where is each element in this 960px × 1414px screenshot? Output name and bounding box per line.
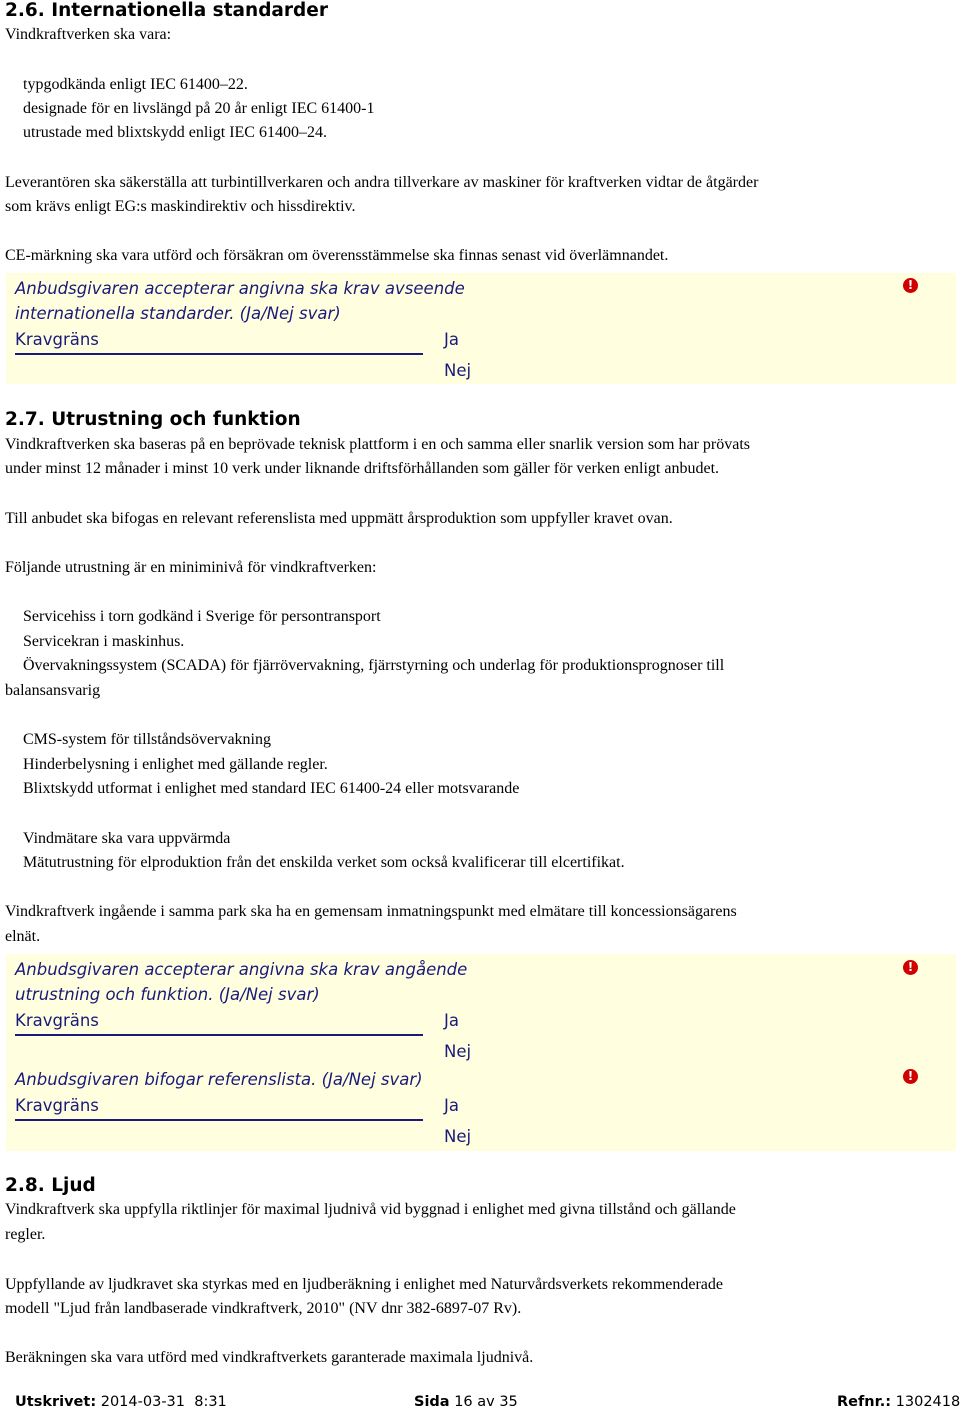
s27-list-item: Mätutrustning för elproduktion från det enskilda verket som också kvalificerar till elcertifikat. [23, 854, 625, 871]
question-text-line2: utrustning och funktion. (Ja/Nej svar) [15, 985, 320, 1004]
s26-list-item: utrustade med blixtskydd enligt IEC 61400–24. [23, 124, 327, 141]
exclamation-circle-icon: ! [903, 960, 918, 975]
footer-ref-label: Refnr.: [837, 1394, 892, 1410]
s28-para2-line2: modell "Ljud från landbaserade vindkraftverk, 2010" (NV dnr 382-6897-07 Rv). [5, 1300, 522, 1317]
footer-printed-label: Utskrivet: [15, 1394, 97, 1410]
s26-para1-line1: Leverantören ska säkerställa att turbintillverkaren och andra tillverkare av maskiner för kraftverken vidtar de åtgärder [5, 174, 759, 191]
question-text-line1: Anbudsgivaren bifogar referenslista. (Ja/Nej svar) [15, 1070, 423, 1089]
s26-intro: Vindkraftverken ska vara: [5, 26, 172, 43]
s27-para1-line1: Vindkraftverken ska baseras på en beprövade teknisk plattform i en och samma eller snarlik version som har prövats [5, 436, 751, 453]
question-text-line1: Anbudsgivaren accepterar angivna ska krav angående [15, 960, 468, 979]
answer-option-no[interactable]: Nej [444, 1042, 472, 1061]
s27-list-item: CMS-system för tillståndsövervakning [23, 731, 271, 748]
s27-list-item: Servicekran i maskinhus. [23, 633, 185, 650]
footer-page [414, 1394, 518, 1410]
kravgrans-line [15, 353, 423, 355]
kravgrans-line [15, 1119, 423, 1121]
s26-para2: CE-märkning ska vara utförd och försäkran om överensstämmelse ska finnas senast vid överlämnandet. [5, 247, 669, 264]
section-heading-2-7: 2.7. Utrustning och funktion [5, 409, 301, 430]
s28-para1-line1: Vindkraftverk ska uppfylla riktlinjer för maximal ljudnivå vid byggnad i enlighet med givna tillstånd och gällande [5, 1201, 736, 1218]
s27-para4-line1: Vindkraftverk ingående i samma park ska ha en gemensam inmatningspunkt med elmätare till koncessionsägarens [5, 903, 737, 920]
s28-para2-line1: Uppfyllande av ljudkravet ska styrkas med en ljudberäkning i enlighet med Naturvårdsverkets rekommenderade [5, 1276, 723, 1293]
kravgrans-line [15, 1034, 423, 1036]
question-text-line1: Anbudsgivaren accepterar angivna ska krav avseende [15, 279, 465, 298]
footer-ref-value: 1302418 [895, 1394, 960, 1410]
answer-option-yes[interactable]: Ja [444, 1011, 459, 1030]
s27-scada-line1: Övervakningssystem (SCADA) för fjärrövervakning, fjärrstyrning och underlag för produktionsprognoser till [23, 657, 725, 674]
s26-para1-line2: som krävs enligt EG:s maskindirektiv och hissdirektiv. [5, 198, 356, 215]
s26-list-item: designade för en livslängd på 20 år enligt IEC 61400-1 [23, 100, 375, 117]
footer-ref [837, 1394, 960, 1410]
s26-list-item: typgodkända enligt IEC 61400–22. [23, 76, 248, 93]
s27-para1-line2: under minst 12 månader i minst 10 verk under liknande driftsförhållanden som gäller för verken enligt anbudet. [5, 460, 720, 477]
exclamation-circle-icon: ! [903, 1069, 918, 1084]
s28-para1-line2: regler. [5, 1226, 46, 1243]
requirement-box-equipment [6, 954, 956, 1151]
s27-list-item: Servicehiss i torn godkänd i Sverige för persontransport [23, 608, 381, 625]
footer-page-label: Sida [414, 1394, 450, 1410]
s27-scada-line2: balansansvarig [5, 682, 101, 699]
exclamation-circle-icon: ! [903, 278, 918, 293]
s27-list-item: Vindmätare ska vara uppvärmda [23, 830, 231, 847]
kravgrans-label: Kravgräns [15, 1096, 99, 1115]
answer-option-no[interactable]: Nej [444, 361, 472, 380]
section-heading-2-6: 2.6. Internationella standarder [5, 0, 328, 21]
s28-para3: Beräkningen ska vara utförd med vindkraftverkets garanterade maximala ljudnivå. [5, 1349, 534, 1366]
answer-option-yes[interactable]: Ja [444, 1096, 459, 1115]
kravgrans-label: Kravgräns [15, 1011, 99, 1030]
s27-para3: Följande utrustning är en miniminivå för vindkraftverken: [5, 559, 377, 576]
s27-para2: Till anbudet ska bifogas en relevant referenslista med uppmätt årsproduktion som uppfyller kravet ovan. [5, 510, 673, 527]
s27-para4-line2: elnät. [5, 928, 41, 945]
question-text-line2: internationella standarder. (Ja/Nej svar) [15, 304, 341, 323]
footer-printed-value: 2014-03-31 8:31 [100, 1394, 227, 1410]
requirement-box-standards [6, 273, 956, 384]
footer-printed [15, 1394, 227, 1410]
s27-list-item: Blixtskydd utformat i enlighet med standard IEC 61400-24 eller motsvarande [23, 780, 520, 797]
answer-option-no[interactable]: Nej [444, 1127, 472, 1146]
footer-page-value: 16 av 35 [454, 1394, 518, 1410]
section-heading-2-8: 2.8. Ljud [5, 1175, 96, 1196]
s27-list-item: Hinderbelysning i enlighet med gällande regler. [23, 756, 328, 773]
answer-option-yes[interactable]: Ja [444, 330, 459, 349]
kravgrans-label: Kravgräns [15, 330, 99, 349]
